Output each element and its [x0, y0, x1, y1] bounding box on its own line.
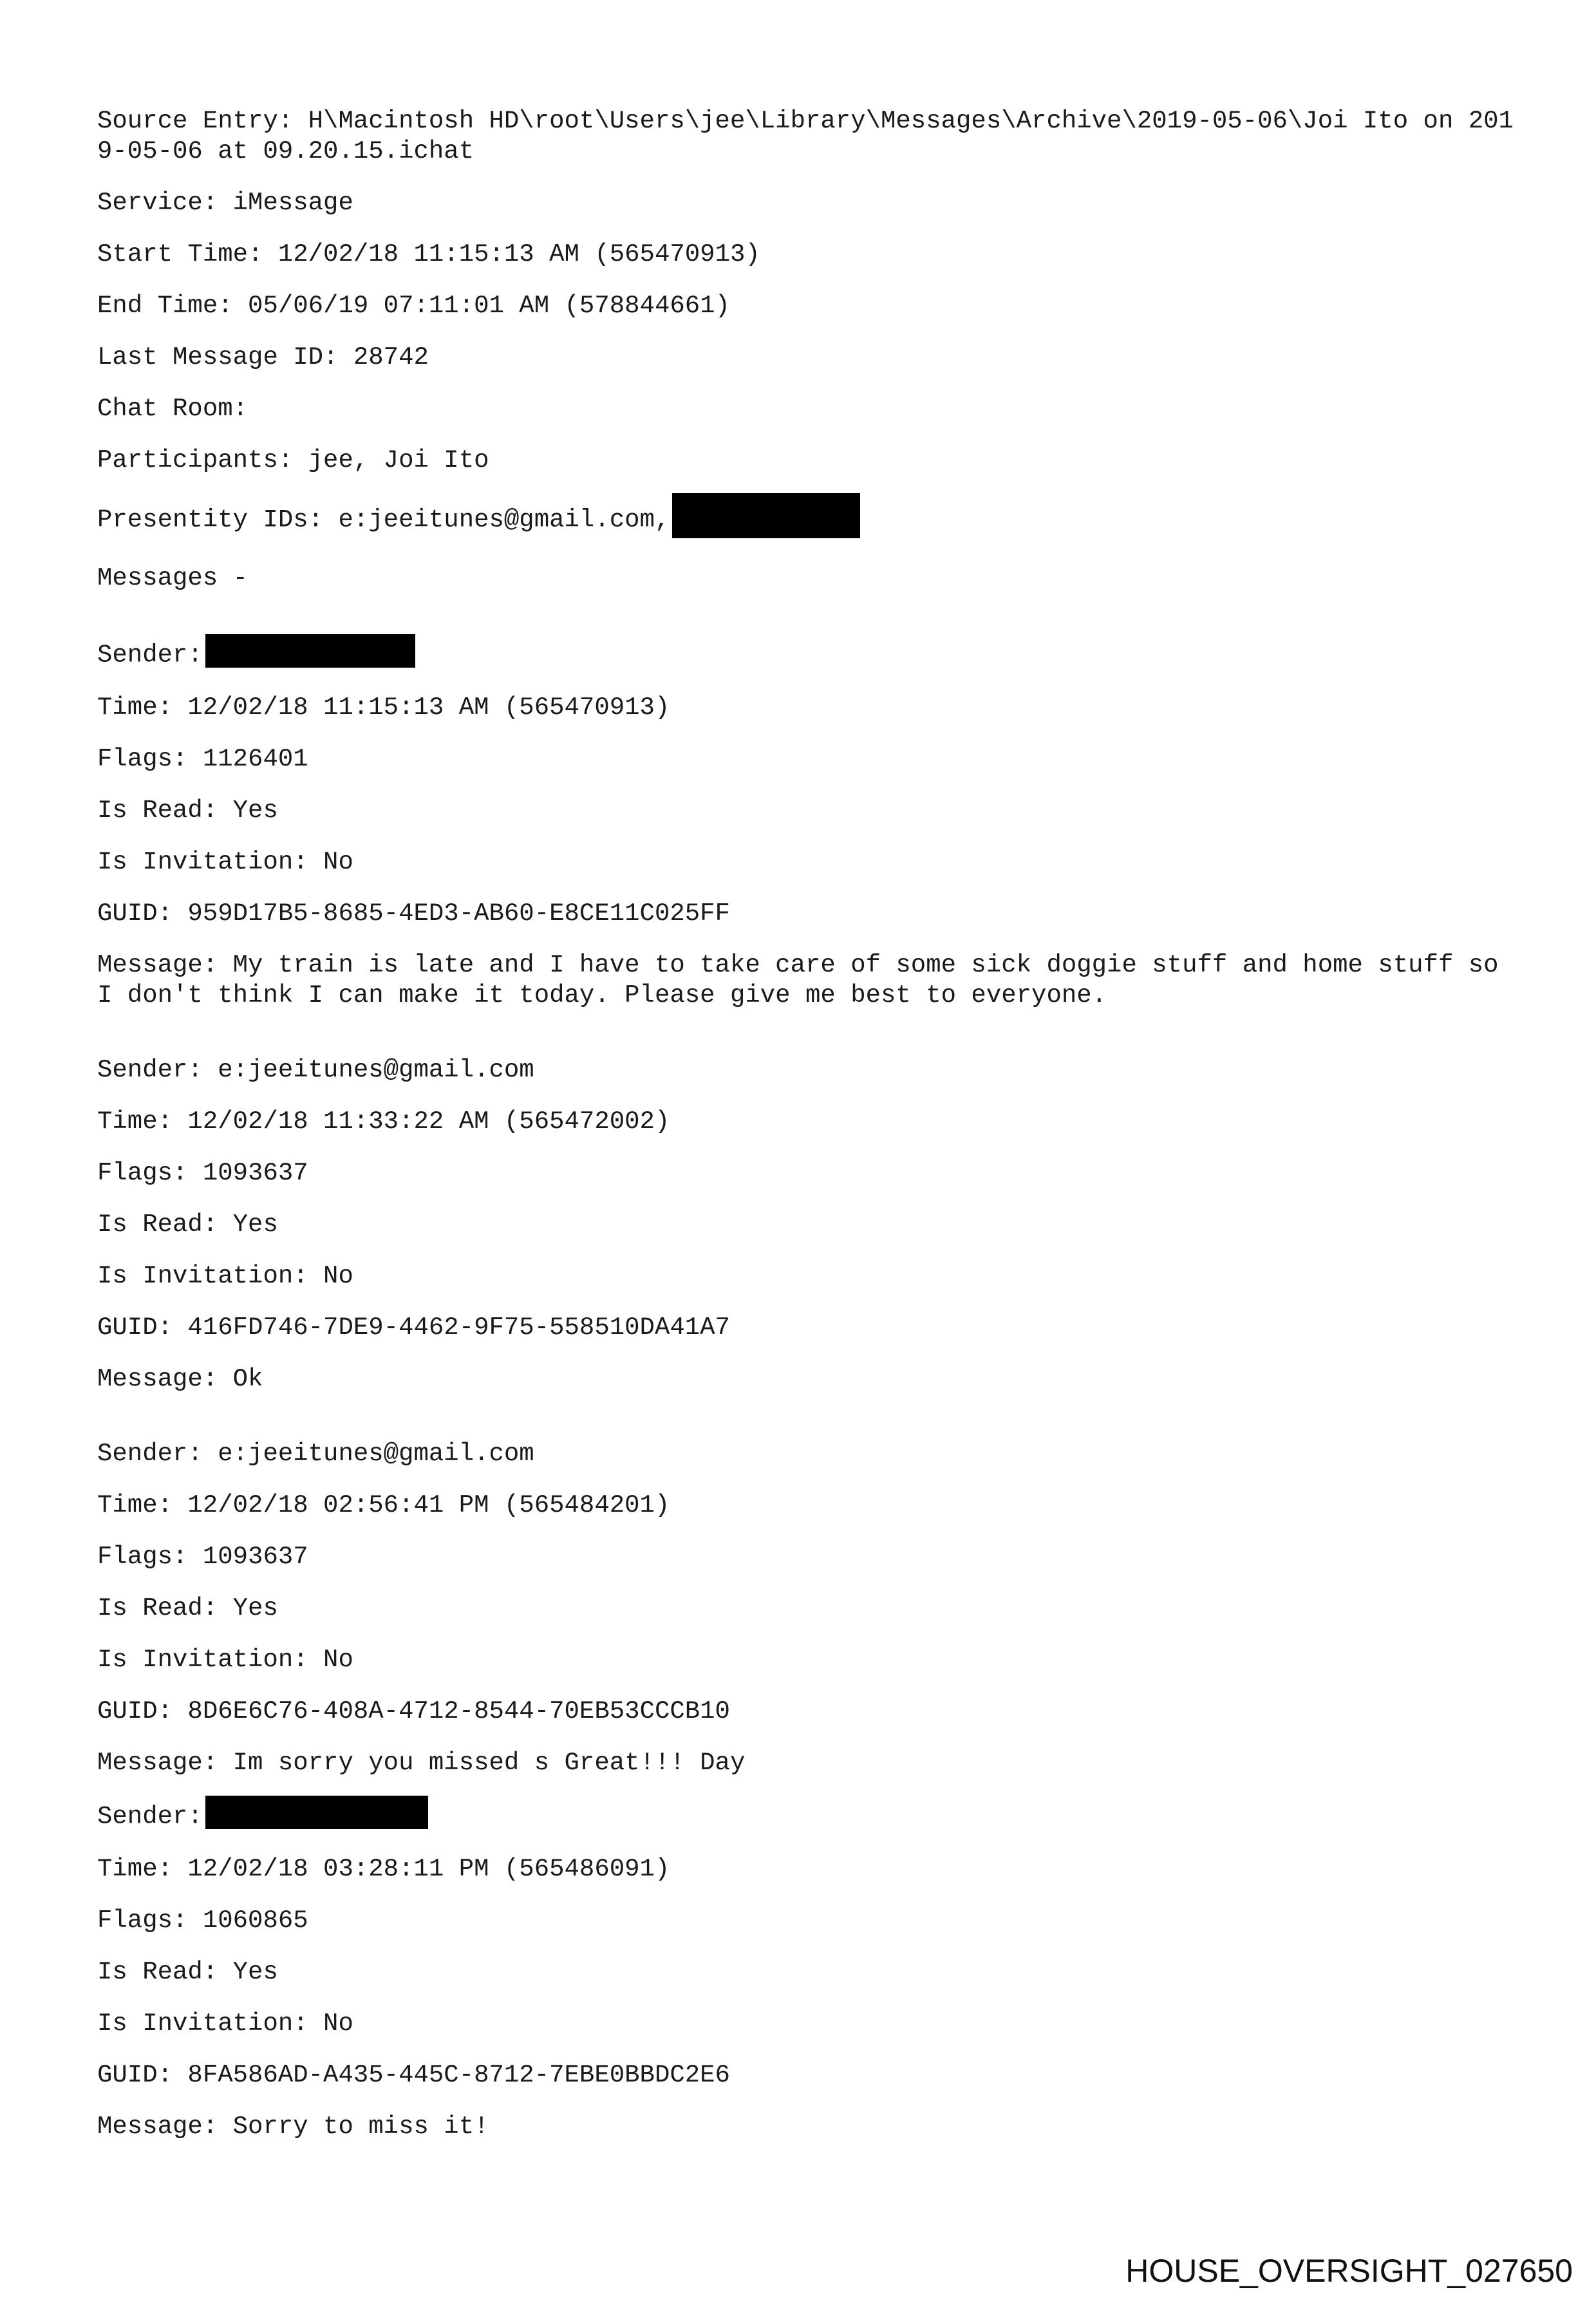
message-record	[97, 1055, 1514, 1395]
document-page	[97, 106, 1514, 2163]
is-read-line: Is Read: Yes	[97, 1594, 278, 1622]
guid-line: GUID: 959D17B5-8685-4ED3-AB60-E8CE11C025FF	[97, 899, 730, 928]
is-read-line: Is Read: Yes	[97, 1210, 278, 1239]
messages-label: Messages -	[97, 564, 249, 592]
is-invitation-line: Is Invitation: No	[97, 2009, 353, 2038]
flags-line: Flags: 1060865	[97, 1906, 308, 1935]
guid-line: GUID: 8FA586AD-A435-445C-8712-7EBE0BBDC2E6	[97, 2061, 730, 2089]
is-read-line: Is Read: Yes	[97, 1958, 278, 1986]
message-line: Message: Ok	[97, 1365, 263, 1393]
message-record	[97, 638, 1514, 1011]
spacer	[97, 1416, 1514, 1439]
flags-line: Flags: 1093637	[97, 1159, 308, 1187]
sender-line: Sender: e:jeeitunes@gmail.com	[97, 1440, 534, 1468]
presentity-ids-line	[97, 497, 1514, 542]
sender-line	[97, 638, 1514, 672]
end-time-line: End Time: 05/06/19 07:11:01 AM (578844661)	[97, 292, 730, 320]
message-record	[97, 1800, 1514, 2142]
flags-line: Flags: 1126401	[97, 745, 308, 773]
message-line: Message: My train is late and I have to take care of some sick doggie stuff and home stuff so I don't think I can make it today. Please give me best to everyone.	[97, 951, 1514, 1010]
is-invitation-line: Is Invitation: No	[97, 1262, 353, 1290]
time-line: Time: 12/02/18 11:15:13 AM (565470913)	[97, 693, 670, 722]
participants-line: Participants: jee, Joi Ito	[97, 446, 489, 475]
chat-room-line: Chat Room:	[97, 395, 249, 423]
guid-line: GUID: 8D6E6C76-408A-4712-8544-70EB53CCCB10	[97, 1697, 730, 1725]
start-time-line: Start Time: 12/02/18 11:15:13 AM (565470913)	[97, 240, 760, 268]
message-line: Message: Im sorry you missed s Great!!! Day	[97, 1749, 746, 1777]
sender-line: Sender: e:jeeitunes@gmail.com	[97, 1056, 534, 1084]
is-read-line: Is Read: Yes	[97, 796, 278, 825]
time-line: Time: 12/02/18 11:33:22 AM (565472002)	[97, 1107, 670, 1136]
sender-text: Sender:	[97, 641, 203, 670]
sender-line	[97, 1800, 1514, 1833]
time-line: Time: 12/02/18 03:28:11 PM (565486091)	[97, 1855, 670, 1883]
source-entry: Source Entry: H\Macintosh HD\root\Users\jee\Library\Messages\Archive\2019-05-06\Joi Ito on 2019-05-06 at 09.20.15.ichat	[97, 107, 1514, 165]
flags-line: Flags: 1093637	[97, 1543, 308, 1571]
last-message-id-line: Last Message ID: 28742	[97, 343, 429, 371]
time-line: Time: 12/02/18 02:56:41 PM (565484201)	[97, 1491, 670, 1519]
is-invitation-line: Is Invitation: No	[97, 1646, 353, 1674]
redaction-box	[205, 1796, 428, 1829]
redaction-box	[205, 634, 415, 668]
presentity-ids-text: Presentity IDs: e:jeeitunes@gmail.com,	[97, 505, 670, 534]
message-record	[97, 1439, 1514, 1778]
is-invitation-line: Is Invitation: No	[97, 848, 353, 876]
guid-line: GUID: 416FD746-7DE9-4462-9F75-558510DA41A7	[97, 1313, 730, 1342]
spacer	[97, 1032, 1514, 1055]
sender-text: Sender:	[97, 1802, 203, 1831]
redaction-box	[672, 493, 860, 538]
service-line: Service: iMessage	[97, 189, 353, 217]
message-line: Message: Sorry to miss it!	[97, 2112, 489, 2141]
bates-number: HOUSE_OVERSIGHT_027650	[1125, 2253, 1573, 2289]
